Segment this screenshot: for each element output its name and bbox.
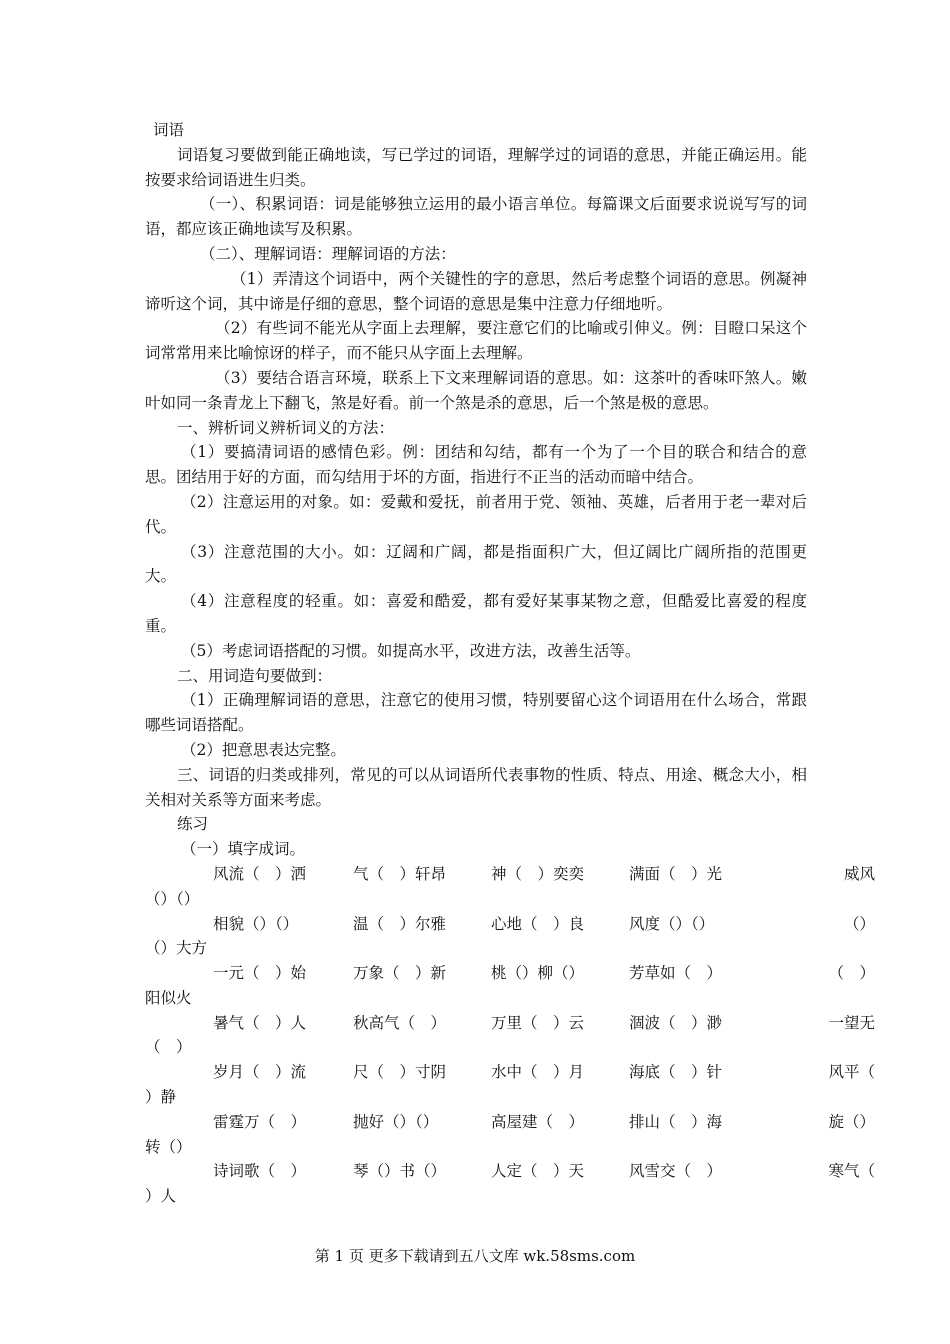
paragraph: 练习 — [177, 815, 209, 834]
exercise-item: 威风 — [843, 864, 875, 883]
exercise-item: 岁月（ ）流 — [213, 1063, 307, 1082]
exercise-continuation: 转（） — [145, 1137, 192, 1156]
exercise-item: 雷霆万（ ） — [213, 1112, 307, 1131]
exercise-item: 涸波（ ）渺 — [629, 1013, 723, 1032]
exercise-item: 抛好（）（） — [353, 1112, 439, 1131]
paragraph: 一、辨析词义辨析词义的方法： — [177, 418, 395, 437]
exercise-item: 诗词歌（ ） — [213, 1162, 307, 1181]
paragraph: （5）考虑词语搭配的习惯。如提高水平，改进方法，改善生活等。 — [181, 641, 641, 660]
exercise-item: 人定（ ）天 — [491, 1162, 585, 1181]
exercise-row — [145, 862, 875, 912]
exercise-continuation: 阳似火 — [145, 988, 192, 1007]
exercise-item: 满面（ ）光 — [629, 864, 723, 883]
exercise-item: 心地（ ）良 — [491, 914, 585, 933]
exercise-item: 风度（）（） — [629, 914, 715, 933]
exercise-continuation: ）静 — [145, 1088, 177, 1107]
exercise-item: 海底（ ）针 — [629, 1063, 723, 1082]
exercise-item: 风流（ ）洒 — [213, 864, 307, 883]
exercise-continuation: （）（） — [145, 889, 200, 908]
exercise-continuation: （ ） — [145, 1038, 192, 1057]
exercise-item: 旋（） — [828, 1112, 875, 1131]
exercise-item: 万象（ ）新 — [353, 964, 447, 983]
exercise-item: 万里（ ）云 — [491, 1013, 585, 1032]
paragraph: 三、词语的归类或排列，常见的可以从词语所代表事物的性质、特点、用途、概念大小，相关相对关系等方面来考虑。 — [145, 765, 807, 809]
exercise-block — [145, 862, 875, 1209]
paragraph: （1）要搞清词语的感情色彩。例：团结和勾结，都有一个为了一个目的联合和结合的意思。团结用于好的方面，而勾结用于坏的方面，指进行不正当的活动而暗中结合。 — [145, 443, 807, 487]
exercise-item: 相貌（）（） — [213, 914, 299, 933]
exercise-item: 一望无 — [828, 1013, 875, 1032]
exercise-row — [145, 1011, 875, 1061]
paragraph: （1）正确理解词语的意思，注意它的使用习惯，特别要留心这个词语用在什么场合，常跟哪些词语搭配。 — [145, 691, 807, 735]
exercise-item: 风平（ — [828, 1063, 875, 1082]
exercise-item: 排山（ ）海 — [629, 1112, 723, 1131]
paragraph: （2）注意运用的对象。如：爱戴和爱抚，前者用于党、领袖、英雄，后者用于老一辈对后代。 — [145, 492, 807, 536]
paragraph: （二）、理解词语：理解词语的方法： — [200, 244, 456, 263]
exercise-item: 气（ ）轩昂 — [353, 864, 447, 883]
paragraph: （3）注意范围的大小。如：辽阔和广阔，都是指面积广大，但辽阔比广阔所指的范围更大。 — [145, 542, 807, 586]
exercise-item: 寒气（ — [828, 1162, 875, 1181]
exercise-row — [145, 1110, 875, 1160]
exercise-item: 水中（ ）月 — [491, 1063, 585, 1082]
paragraph: 二、用词造句要做到： — [177, 666, 333, 685]
exercise-row — [145, 912, 875, 962]
exercise-item: 尺（ ）寸阴 — [353, 1063, 447, 1082]
paragraph: （2）把意思表达完整。 — [181, 740, 346, 759]
paragraph: （4）注意程度的轻重。如：喜爱和酷爱，都有爱好某事某物之意，但酷爱比喜爱的程度重。 — [145, 592, 807, 635]
exercise-item: 桃（）柳（） — [491, 964, 585, 983]
exercise-item: 风雪交（ ） — [629, 1162, 723, 1181]
exercise-row — [145, 1159, 875, 1209]
document-page — [145, 118, 875, 1209]
exercise-item: 神（ ）奕奕 — [491, 864, 585, 883]
paragraph: 词语复习要做到能正确地读，写已学过的词语，理解学过的词语的意思，并能正确运用。能按要求给词语进生归类。 — [145, 145, 807, 189]
exercise-item: 高屋建（ ） — [491, 1112, 585, 1131]
exercise-item: 秋高气（ ） — [353, 1013, 447, 1032]
exercise-continuation: ）人 — [145, 1187, 177, 1206]
exercise-row — [145, 961, 875, 1011]
exercise-item: 温（ ）尔雅 — [353, 914, 447, 933]
exercise-item: （） — [843, 914, 875, 933]
exercise-item: 芳草如（ ） — [629, 964, 723, 983]
paragraph: （2）有些词不能光从字面上去理解，要注意它们的比喻或引伸义。例：目瞪口呆这个词常常用来比喻惊讶的样子，而不能只从字面上去理解。 — [145, 319, 807, 363]
exercise-row — [145, 1060, 875, 1110]
paragraph: （3）要结合语言环境，联系上下文来理解词语的意思。如：这茶叶的香味吓煞人。嫩叶如同一条青龙上下翻飞，煞是好看。前一个煞是杀的意思，后一个煞是极的意思。 — [145, 368, 807, 412]
exercise-item: 琴（）书（） — [353, 1162, 447, 1181]
exercise-item: （ ） — [828, 964, 875, 983]
paragraph: （1）弄清这个词语中，两个关键性的字的意思，然后考虑整个词语的意思。例凝神谛听这个词，其中谛是仔细的意思，整个词语的意思是集中注意力仔细地听。 — [145, 269, 807, 313]
page-footer: 第 1 页 更多下载请到五八文库 wk.58sms.com — [314, 1247, 636, 1265]
exercise-item: 一元（ ）始 — [213, 964, 307, 983]
paragraph: （一）、积累词语：词是能够独立运用的最小语言单位。每篇课文后面要求说说写写的词语，都应该正确地读写及积累。 — [145, 195, 807, 239]
paragraph: （一）填字成词。 — [181, 840, 306, 859]
exercise-continuation: （）大方 — [145, 939, 208, 958]
exercise-item: 暑气（ ）人 — [213, 1013, 307, 1032]
section-title: 词语 — [153, 121, 185, 139]
